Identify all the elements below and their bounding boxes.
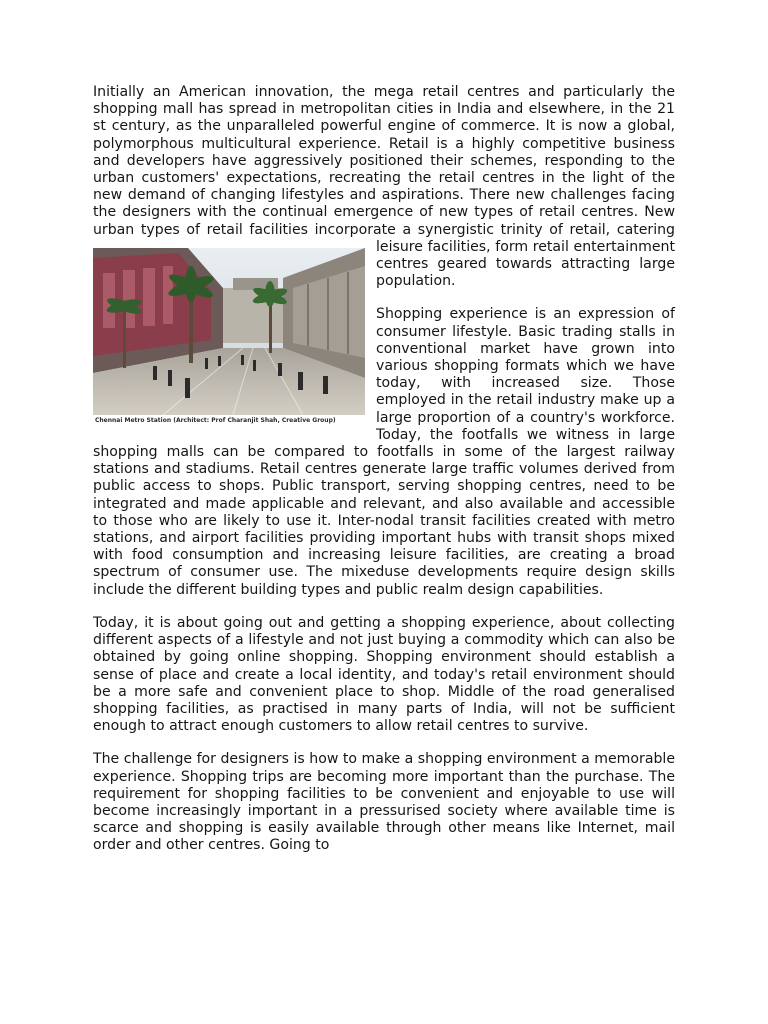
metro-station-photo [93,248,365,415]
paragraph-1-lead: Initially an American innovation, the mega retail centres and particularly the shopping mall has spread in metropolitan cities in India and elsewhere, in the 21 st century, as the unparalleled powerful engine of commerce. It is now a global, polymorphous multicultural experience. Retail is a highly competitive business and developers have aggressively positioned their schemes, responding to the urban customers' expectations, recreating the retail centres in the light of the new demand of changing lifestyles and aspirations. There new challenges facing the designers with the continual emergence of new types of retail centres. New urban types of retail facilities incorporate a synergistic trinity of [93,84,675,238]
figure-caption: Chennai Metro Station (Architect: Prof Charanjit Shah, Creative Group) [95,416,336,424]
article-body [93,84,675,871]
paragraph-2: Shopping experience is an expression of consumer lifestyle. Basic trading stalls in conventional market have grown into various shopping formats which we have today, with increased size. Those employed in the retail industry make up a large proportion of a country's workforce. Today, the footfalls we witness in large shopping malls can be compared to footfalls in some of the largest railway stations and stadiums. Retail centres generate large traffic volumes derived from public access to shops. Public transport, serving shopping centres, need to be integrated and made applicable and relevant, and also available and accessible to those who are likely to use it. Inter-nodal transit facilities created with metro stations, and airport facilities providing important hubs with transit shops mixed with food consumption and increasing leisure facilities, are creating a broad spectrum of consumer use. The mixeduse developments require design skills include the different building types and public realm design capabilities. [93,306,675,598]
paragraph-3: Today, it is about going out and getting a shopping experience, about collecting different aspects of a lifestyle and not just buying a commodity which can also be obtained by going online shopping. Shopping environment should establish a sense of place and create a local identity, and today's retail environment should be a more safe and convenient place to shop. Middle of the road generalised shopping facilities, as practised in many parts of India, will not be sufficient enough to attract enough customers to allow retail centres to survive. [93,614,675,735]
paragraph-4: The challenge for designers is how to make a shopping environment a memorable experience. Shopping trips are becoming more important than the purchase. The requirement for shopping facilities to be convenient and enjoyable to use will become increasingly important in a pressurised society where available time is scarce and shopping is easily available through other means like Internet, mail order and other centres. Going to [93,751,675,854]
paragraph-1 [93,84,675,424]
figure [93,248,365,435]
paragraph-1-tail: retail, catering leisure facilities, form retail entertainment centres geared towards attracting large population. [376,221,675,290]
